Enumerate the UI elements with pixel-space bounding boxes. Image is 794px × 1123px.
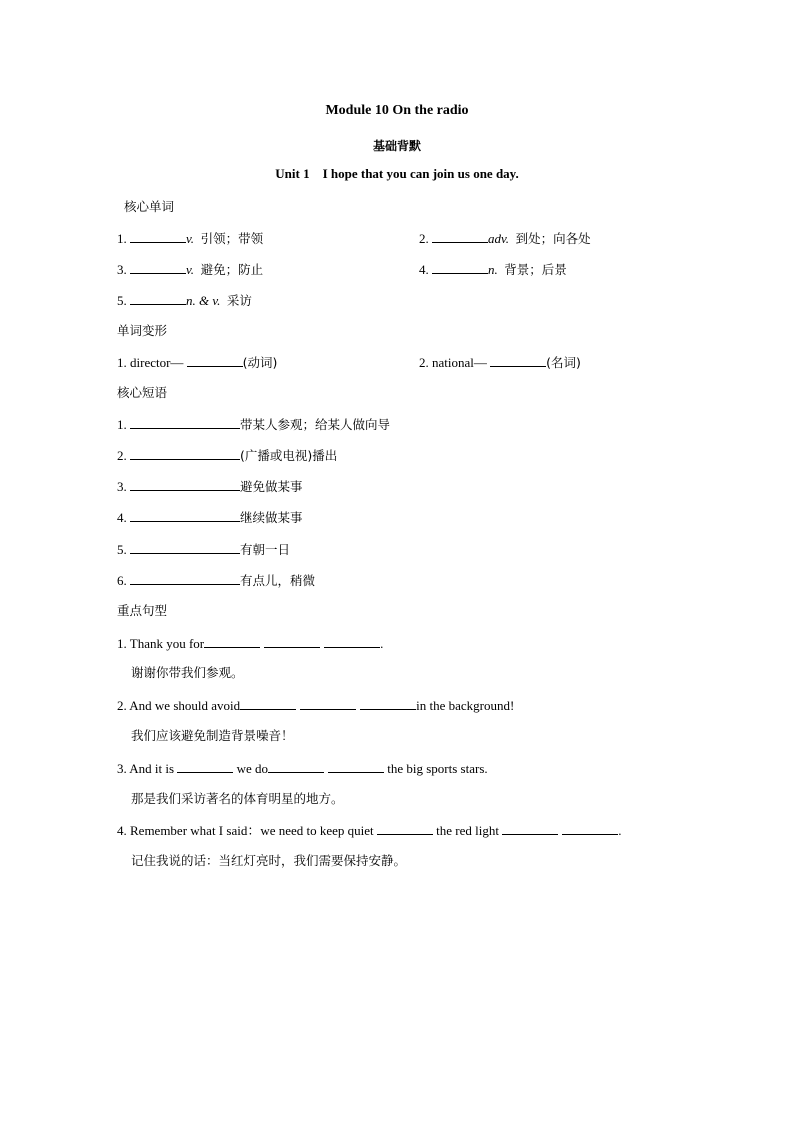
- form-item-1: 1. director— (动词): [117, 355, 278, 370]
- phrase-item-4: 4. 继续做某事: [117, 510, 303, 525]
- word-item-5: 5. n. & v. 采访: [117, 293, 252, 308]
- page-title: Module 10 On the radio: [325, 103, 469, 118]
- section-core-phrases: 核心短语: [117, 385, 168, 400]
- answer-blank[interactable]: [130, 415, 240, 429]
- answer-blank[interactable]: [130, 477, 240, 491]
- phrase-item-5: 5. 有朝一日: [117, 542, 291, 557]
- answer-blank[interactable]: [377, 821, 433, 835]
- answer-blank[interactable]: [204, 634, 260, 648]
- answer-blank[interactable]: [324, 634, 380, 648]
- sentence-translation-3: 那是我们采访著名的体育明星的地方。: [131, 791, 344, 806]
- sentence-item-2: 2. And we should avoid in the background!: [117, 698, 515, 713]
- word-item-4: 4. n. 背景；后景: [419, 262, 567, 277]
- phrase-item-3: 3. 避免做某事: [117, 479, 303, 494]
- sentence-item-4: 4. Remember what I said：we need to keep quiet the red light .: [117, 823, 622, 838]
- answer-blank[interactable]: [187, 353, 243, 367]
- answer-blank[interactable]: [264, 634, 320, 648]
- section-key-sentences: 重点句型: [117, 603, 168, 618]
- answer-blank[interactable]: [177, 759, 233, 773]
- answer-blank[interactable]: [300, 696, 356, 710]
- page-subtitle: 基础背默: [372, 139, 421, 153]
- sentence-translation-4: 记住我说的话：当红灯亮时，我们需要保持安静。: [131, 853, 407, 868]
- word-item-3: 3. v. 避免；防止: [117, 262, 264, 277]
- phrase-item-6: 6. 有点儿，稍微: [117, 573, 316, 588]
- answer-blank[interactable]: [562, 821, 618, 835]
- sentence-item-1: 1. Thank you for .: [117, 636, 384, 651]
- word-item-1: 1. v. 引领；带领: [117, 231, 264, 246]
- section-word-forms: 单词变形: [117, 323, 168, 338]
- answer-blank[interactable]: [240, 696, 296, 710]
- sentence-translation-2: 我们应该避免制造背景噪音！: [131, 728, 294, 743]
- unit-heading: Unit 1 I hope that you can join us one day.: [275, 166, 519, 181]
- answer-blank[interactable]: [360, 696, 416, 710]
- form-item-2: 2. national— (名词): [419, 355, 581, 370]
- answer-blank[interactable]: [130, 508, 240, 522]
- answer-blank[interactable]: [130, 291, 186, 305]
- answer-blank[interactable]: [130, 540, 240, 554]
- section-core-words: 核心单词: [124, 199, 175, 214]
- answer-blank[interactable]: [328, 759, 384, 773]
- answer-blank[interactable]: [130, 260, 186, 274]
- sentence-item-3: 3. And it is we do the big sports stars.: [117, 761, 488, 776]
- sentence-translation-1: 谢谢你带我们参观。: [131, 665, 244, 680]
- answer-blank[interactable]: [130, 446, 240, 460]
- answer-blank[interactable]: [502, 821, 558, 835]
- phrase-item-1: 1. 带某人参观；给某人做向导: [117, 417, 391, 432]
- answer-blank[interactable]: [490, 353, 546, 367]
- answer-blank[interactable]: [268, 759, 324, 773]
- answer-blank[interactable]: [130, 229, 186, 243]
- phrase-item-2: 2. (广播或电视)播出: [117, 448, 338, 463]
- word-item-2: 2. adv. 到处；向各处: [419, 231, 591, 246]
- answer-blank[interactable]: [130, 571, 240, 585]
- answer-blank[interactable]: [432, 229, 488, 243]
- answer-blank[interactable]: [432, 260, 488, 274]
